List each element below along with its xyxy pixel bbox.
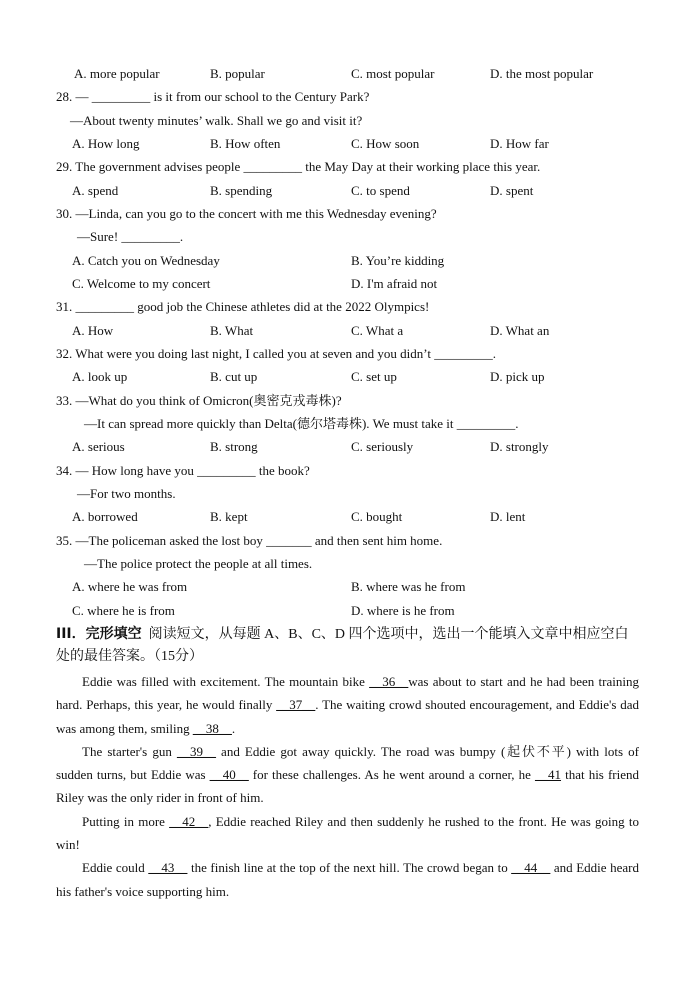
q31-option-b: B. What <box>210 323 254 338</box>
q28-option-b: B. How often <box>210 136 281 151</box>
blank-42: __42__ <box>169 813 209 829</box>
q28-option-c: C. How soon <box>351 136 420 151</box>
q32-option-d: D. pick up <box>490 369 545 384</box>
q28-option-d: D. How far <box>490 136 549 151</box>
q35-stem: 35. —The policeman asked the lost boy _______ and then sent him home. <box>56 533 443 548</box>
q27-option-a: A. more popular <box>74 66 160 81</box>
q29-option-b: B. spending <box>210 183 273 198</box>
passage-paragraph-3: Putting in more __42__, Eddie reached Riley and then suddenly he rushed to the front. He was going to win! <box>56 813 640 853</box>
q32-stem: 32. What were you doing last night, I called you at seven and you didn’t _________. <box>56 346 496 361</box>
q27-option-b: B. popular <box>210 66 265 81</box>
q33-reply: —It can spread more quickly than Delta(德尔塔毒株). We must take it _________. <box>84 416 519 431</box>
q27-option-c: C. most popular <box>351 66 435 81</box>
passage-paragraph-4: Eddie could __43__ the finish line at the top of the next hill. The crowd began to __44__ and Eddie heard his father's voice supporting him. <box>56 860 639 899</box>
blank-39: __39__ <box>176 743 216 759</box>
passage-paragraph-2: The starter's gun __39__ and Eddie got away quickly. The road was bumpy (起伏不平) with lots of sudden turns, but Eddie was __40__ for these challenges. As he went around a corner, he __41 that his friend Riley was the only rider in front of him. <box>56 743 640 806</box>
q34-option-b: B. kept <box>210 509 248 524</box>
blank-44: __44__ <box>511 860 551 876</box>
q31-option-a: A. How <box>72 323 114 338</box>
section-3-instruction: 阅读短文，从每题 A、B、C、D 四个选项中，选出一个能填入文章中相应空白 <box>148 627 629 642</box>
q32-option-b: B. cut up <box>210 369 258 384</box>
q35-reply: —The police protect the people at all times. <box>84 556 313 571</box>
q29-option-a: A. spend <box>72 183 119 198</box>
q28-stem: 28. — _________ is it from our school to the Century Park? <box>56 89 370 104</box>
q28-option-a: A. How long <box>72 136 140 151</box>
q29-option-c: C. to spend <box>351 183 410 198</box>
passage-paragraph-1: Eddie was filled with excitement. The mountain bike __36__was about to start and he had been training hard. Perhaps, this year, he would finally __37__. The waiting crowd shouted encouragement, and Eddie's dad was among them, smiling __38__. <box>56 674 639 736</box>
q35-option-a: A. where he was from <box>72 579 188 594</box>
q30-option-d: D. I'm afraid not <box>351 276 438 291</box>
q34-reply: —For two months. <box>77 486 176 501</box>
q31-stem: 31. _________ good job the Chinese athletes did at the 2022 Olympics! <box>56 299 430 314</box>
q28-reply: —About twenty minutes’ walk. Shall we go and visit it? <box>70 113 363 128</box>
q34-stem: 34. — How long have you _________ the book? <box>56 463 310 478</box>
q32-option-c: C. set up <box>351 369 397 384</box>
blank-38: __38__ <box>192 720 232 736</box>
q35-option-c: C. where he is from <box>72 603 175 618</box>
q30-stem: 30. —Linda, can you go to the concert with me this Wednesday evening? <box>56 206 437 221</box>
q32-option-a: A. look up <box>72 369 128 384</box>
section-3-heading-line <box>56 626 629 643</box>
q35-option-b: B. where was he from <box>351 579 466 594</box>
q29-stem: 29. The government advises people _________ the May Day at their working place this year. <box>56 159 541 174</box>
q31-option-c: C. What a <box>351 323 404 338</box>
q31-option-d: D. What an <box>490 323 550 338</box>
blank-36: __36__ <box>369 674 409 689</box>
q27-option-d: D. the most popular <box>490 66 594 81</box>
q33-option-c: C. seriously <box>351 439 414 454</box>
q35-option-d: D. where is he from <box>351 603 455 618</box>
section-3-heading: III．完形填空 <box>56 626 142 642</box>
q34-option-c: C. bought <box>351 509 403 524</box>
q30-option-a: A. Catch you on Wednesday <box>72 253 220 268</box>
blank-43: __43__ <box>148 860 188 876</box>
q33-option-a: A. serious <box>72 439 125 454</box>
blank-40: __40__ <box>209 767 249 783</box>
q34-option-d: D. lent <box>490 509 526 524</box>
q33-option-d: D. strongly <box>490 439 549 454</box>
q34-option-a: A. borrowed <box>72 509 138 524</box>
blank-37: __37__ <box>276 697 316 713</box>
section-3-instruction-cont: 处的最佳答案。（15分） <box>56 649 203 664</box>
q30-reply: —Sure! _________. <box>77 229 184 244</box>
q30-option-c: C. Welcome to my concert <box>72 276 211 291</box>
q29-option-d: D. spent <box>490 183 534 198</box>
cloze-passage <box>56 670 639 903</box>
q33-option-b: B. strong <box>210 439 258 454</box>
blank-41: __41 <box>535 767 562 783</box>
q33-stem: 33. —What do you think of Omicron(奥密克戎毒株)? <box>56 393 342 408</box>
q30-option-b: B. You’re kidding <box>351 253 445 268</box>
